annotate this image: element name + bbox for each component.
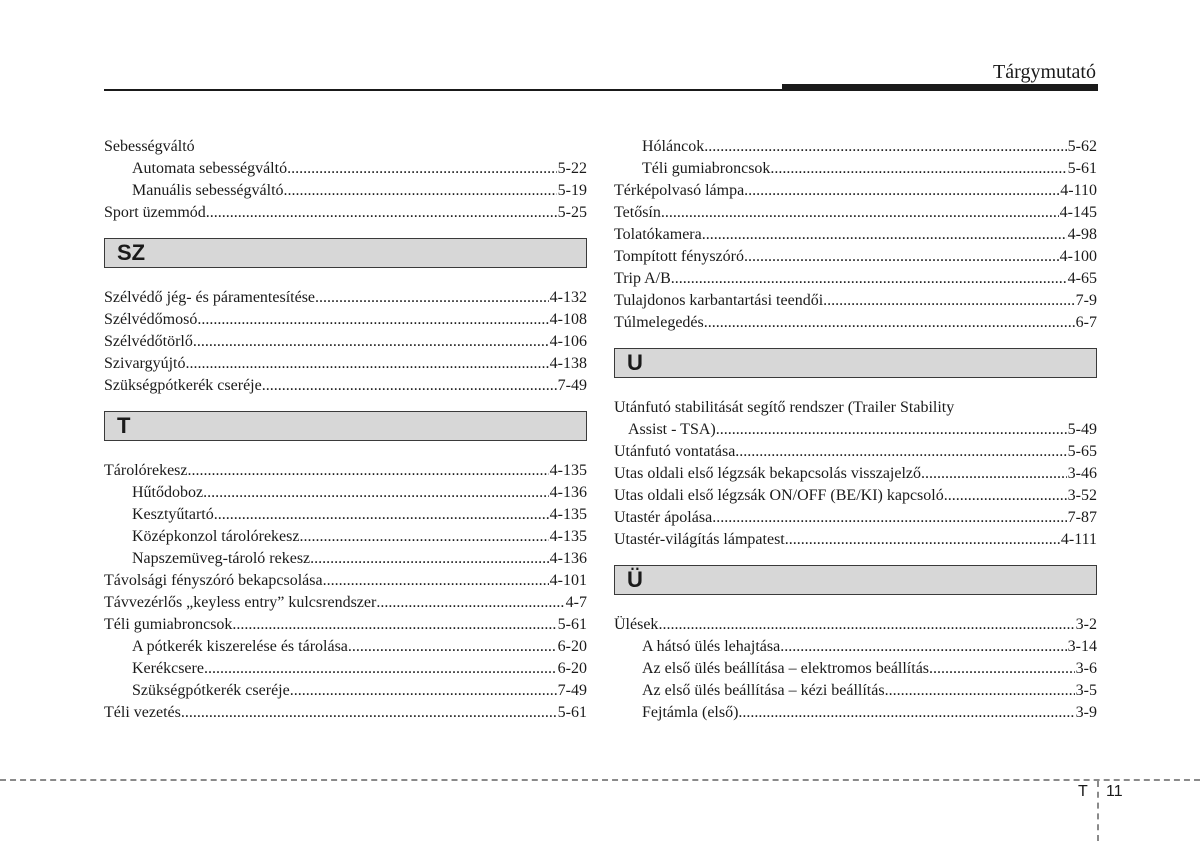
entry-page-number: 6-20 <box>557 660 587 677</box>
entry-text: Távolsági fényszóró bekapcsolása <box>104 572 323 589</box>
entry-text: Tompított fényszóró <box>614 248 744 265</box>
dot-leader <box>785 529 1060 551</box>
index-entry <box>614 290 1097 312</box>
dot-leader <box>197 309 548 331</box>
dot-leader <box>287 158 557 180</box>
dot-leader <box>232 614 556 636</box>
entry-text: Tárolórekesz <box>104 462 188 479</box>
entry-text: Utánfutó vontatása <box>614 443 736 460</box>
entry-page-number: 4-65 <box>1067 270 1097 287</box>
index-entry <box>104 636 587 658</box>
index-entry <box>614 614 1097 636</box>
index-entry <box>104 375 587 397</box>
index-entry <box>614 702 1097 724</box>
index-entry <box>104 526 587 548</box>
entry-text: Az első ülés beállítása – kézi beállítás <box>642 682 885 699</box>
entry-text: Túlmelegedés <box>614 314 704 331</box>
entry-text: Utastér-világítás lámpatest <box>614 531 785 548</box>
entry-page-number: 4-7 <box>565 594 587 611</box>
dot-leader <box>203 482 549 504</box>
section-heading: T <box>104 411 587 441</box>
dot-leader <box>944 485 1067 507</box>
dot-leader <box>712 507 1066 529</box>
index-entry <box>104 504 587 526</box>
entry-page-number: 4-108 <box>549 311 587 328</box>
entry-page-number: 5-61 <box>557 704 587 721</box>
dot-leader <box>885 680 1075 702</box>
entry-text: Hóláncok <box>642 138 705 155</box>
entry-text: Utas oldali első légzsák bekapcsolás visszajelző <box>614 465 922 482</box>
entry-page-number: 5-22 <box>557 160 587 177</box>
index-entry <box>104 482 587 504</box>
dot-leader <box>204 658 557 680</box>
dot-leader <box>181 702 557 724</box>
dot-leader <box>671 268 1067 290</box>
index-column-left <box>104 136 587 724</box>
entry-text: Távvezérlős „keyless entry” kulcsrendszer <box>104 594 377 611</box>
index-entry <box>614 463 1097 485</box>
index-entry <box>104 658 587 680</box>
entry-page-number: 5-62 <box>1067 138 1097 155</box>
entry-text: A pótkerék kiszerelése és tárolása <box>132 638 348 655</box>
index-entry <box>614 180 1097 202</box>
dot-leader <box>284 180 557 202</box>
section-heading: SZ <box>104 238 587 268</box>
entry-text: Kerékcsere <box>132 660 204 677</box>
entry-page-number: 4-136 <box>549 550 587 567</box>
dot-leader <box>323 570 549 592</box>
footer-dashed-rule <box>0 779 1200 781</box>
dot-leader <box>661 202 1059 224</box>
index-entry <box>614 507 1097 529</box>
entry-page-number: 5-25 <box>557 204 587 221</box>
entry-text: Assist - TSA) <box>628 421 716 438</box>
dot-leader <box>744 246 1059 268</box>
index-entry <box>104 592 587 614</box>
index-entry <box>614 658 1097 680</box>
entry-page-number: 4-98 <box>1067 226 1097 243</box>
index-entry <box>104 309 587 331</box>
dot-leader <box>744 180 1059 202</box>
entry-page-number: 7-9 <box>1075 292 1097 309</box>
folio-page-number: 11 <box>1106 783 1123 800</box>
dot-leader <box>262 375 557 397</box>
index-entry <box>104 548 587 570</box>
index-entry <box>104 460 587 482</box>
index-entry <box>614 202 1097 224</box>
index-entry <box>614 246 1097 268</box>
entry-page-number: 4-132 <box>549 289 587 306</box>
index-entry <box>614 312 1097 334</box>
index-entry <box>104 702 587 724</box>
entry-page-number: 3-2 <box>1075 616 1097 633</box>
dot-leader <box>704 312 1075 334</box>
entry-text: Sport üzemmód <box>104 204 206 221</box>
entry-page-number: 6-7 <box>1075 314 1097 331</box>
entry-text: Sebességváltó <box>104 138 195 155</box>
entry-page-number: 4-136 <box>549 484 587 501</box>
dot-leader <box>193 331 549 353</box>
entry-text: Szükségpótkerék cseréje <box>104 377 262 394</box>
entry-page-number: 7-49 <box>557 377 587 394</box>
entry-page-number: 4-111 <box>1060 531 1097 548</box>
dot-leader <box>299 526 548 548</box>
entry-text: Téli vezetés <box>104 704 181 721</box>
index-entry <box>104 136 587 158</box>
entry-text: Térképolvasó lámpa <box>614 182 745 199</box>
entry-text: Szélvédőtörlő <box>104 333 193 350</box>
index-entry <box>614 419 1097 441</box>
entry-text: Hűtődoboz <box>132 484 204 501</box>
dot-leader <box>929 658 1075 680</box>
entry-page-number: 7-49 <box>557 682 587 699</box>
entry-page-number: 4-110 <box>1060 182 1097 199</box>
index-entry <box>614 224 1097 246</box>
folio-section-letter: T <box>1078 783 1088 800</box>
dot-leader <box>702 224 1067 246</box>
dot-leader <box>738 702 1074 724</box>
entry-text: Napszemüveg-tároló rekesz <box>132 550 311 567</box>
dot-leader <box>206 202 557 224</box>
entry-text: Szükségpótkerék cseréje <box>132 682 290 699</box>
entry-page-number: 3-5 <box>1075 682 1097 699</box>
dot-leader <box>716 419 1067 441</box>
entry-page-number: 3-46 <box>1067 465 1097 482</box>
dot-leader <box>704 136 1066 158</box>
entry-page-number: 4-138 <box>549 355 587 372</box>
entry-page-number: 4-145 <box>1059 204 1097 221</box>
index-entry <box>104 158 587 180</box>
entry-text: Szivargyújtó <box>104 355 186 372</box>
entry-text: Automata sebességváltó <box>132 160 288 177</box>
entry-text: A hátsó ülés lehajtása <box>642 638 781 655</box>
index-entry <box>614 485 1097 507</box>
entry-page-number: 3-52 <box>1067 487 1097 504</box>
index-entry <box>104 180 587 202</box>
dot-leader <box>315 287 549 309</box>
entry-page-number: 3-9 <box>1075 704 1097 721</box>
dot-leader <box>780 636 1066 658</box>
entry-text: Ülések <box>614 616 659 633</box>
entry-page-number: 4-135 <box>549 528 587 545</box>
dot-leader <box>770 158 1066 180</box>
entry-text: Szélvédő jég- és páramentesítése <box>104 289 316 306</box>
section-heading: Ü <box>614 565 1097 595</box>
entry-text: Trip A/B <box>614 270 671 287</box>
index-column-right <box>614 136 1097 724</box>
index-entry <box>614 397 1097 419</box>
index-entry <box>104 680 587 702</box>
entry-text: Fejtámla (első) <box>642 704 739 721</box>
entry-text: Kesztyűtartó <box>132 506 214 523</box>
dot-leader <box>658 614 1074 636</box>
dot-leader <box>348 636 557 658</box>
dot-leader <box>310 548 549 570</box>
index-entry <box>614 680 1097 702</box>
index-entry <box>104 570 587 592</box>
entry-page-number: 4-101 <box>549 572 587 589</box>
entry-page-number: 7-87 <box>1067 509 1097 526</box>
entry-text: Utastér ápolása <box>614 509 713 526</box>
index-entry <box>614 136 1097 158</box>
index-entry <box>614 636 1097 658</box>
dot-leader <box>735 441 1066 463</box>
entry-text: Tetősín <box>614 204 661 221</box>
index-entry <box>104 353 587 375</box>
entry-page-number: 3-6 <box>1075 660 1097 677</box>
entry-page-number: 4-106 <box>549 333 587 350</box>
entry-page-number: 6-20 <box>557 638 587 655</box>
entry-text: Tulajdonos karbantartási teendői <box>614 292 824 309</box>
dot-leader <box>188 460 549 482</box>
entry-text: Téli gumiabroncsok <box>104 616 233 633</box>
footer-dashed-divider <box>1097 781 1099 841</box>
index-entry <box>104 614 587 636</box>
entry-text: Manuális sebességváltó <box>132 182 284 199</box>
index-entry <box>614 441 1097 463</box>
entry-text: Utas oldali első légzsák ON/OFF (BE/KI) kapcsoló <box>614 487 944 504</box>
entry-page-number: 5-49 <box>1067 421 1097 438</box>
index-entry <box>614 529 1097 551</box>
header-rule <box>104 89 784 91</box>
entry-page-number: 4-135 <box>549 462 587 479</box>
entry-page-number: 3-14 <box>1067 638 1097 655</box>
entry-text: Tolatókamera <box>614 226 702 243</box>
entry-text: Középkonzol tárolórekesz <box>132 528 300 545</box>
entry-page-number: 4-100 <box>1059 248 1097 265</box>
dot-leader <box>214 504 549 526</box>
index-entry <box>614 268 1097 290</box>
page-header-title: Tárgymutató <box>993 61 1096 83</box>
entry-page-number: 5-61 <box>1067 160 1097 177</box>
entry-page-number: 4-135 <box>549 506 587 523</box>
index-entry <box>614 158 1097 180</box>
section-heading: U <box>614 348 1097 378</box>
entry-text: Szélvédőmosó <box>104 311 198 328</box>
dot-leader <box>185 353 548 375</box>
index-entry <box>104 287 587 309</box>
entry-page-number: 5-19 <box>557 182 587 199</box>
entry-page-number: 5-61 <box>557 616 587 633</box>
dot-leader <box>823 290 1075 312</box>
dot-leader <box>290 680 557 702</box>
dot-leader <box>376 592 564 614</box>
header-rule-bold <box>782 84 1098 91</box>
dot-leader <box>921 463 1067 485</box>
entry-text: Az első ülés beállítása – elektromos beállítás <box>642 660 930 677</box>
entry-page-number: 5-65 <box>1067 443 1097 460</box>
index-entry <box>104 202 587 224</box>
entry-text: Utánfutó stabilitását segítő rendszer (Trailer Stability <box>614 399 955 416</box>
entry-text: Téli gumiabroncsok <box>642 160 771 177</box>
index-entry <box>104 331 587 353</box>
